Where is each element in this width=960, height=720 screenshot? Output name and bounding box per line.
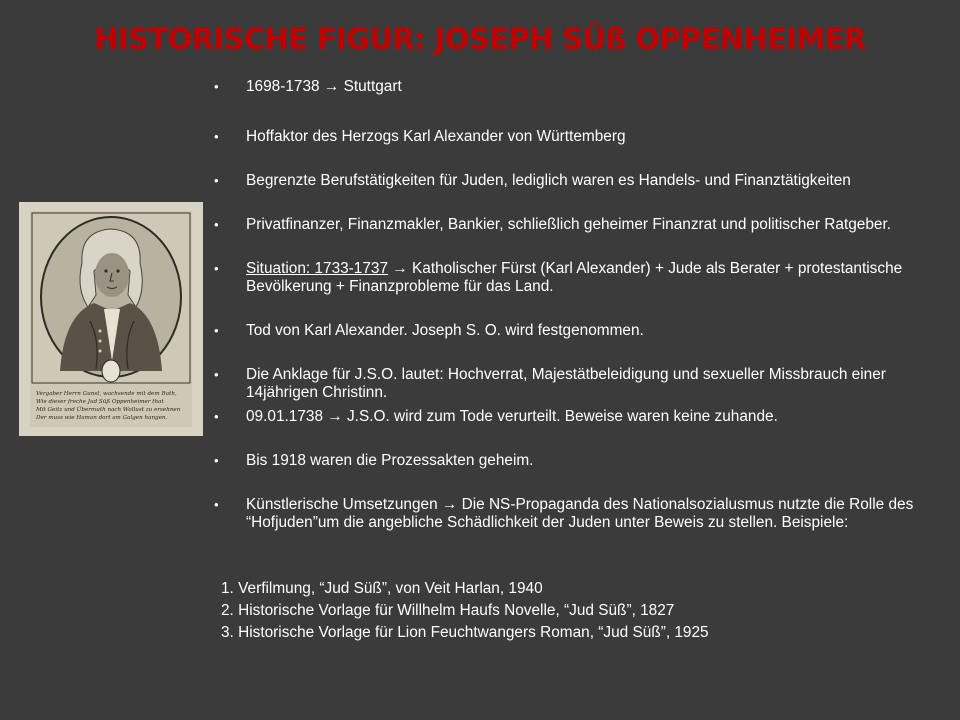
- arrow-icon: →: [392, 260, 408, 277]
- arrow-icon: →: [327, 408, 343, 425]
- caption-line-1: Vergaber Herrn Gunst, wachsende mit dem Rath,: [36, 391, 177, 397]
- bullet-tod: • Tod von Karl Alexander. Joseph S. O. wird festgenommen.: [214, 322, 954, 340]
- portrait-image: [30, 211, 192, 427]
- caption-line-2: Wie dieser freche Jud Süß Oppenheimer that: [36, 399, 164, 405]
- umsetzungen-label: Künstlerische Umsetzungen: [246, 496, 438, 513]
- bullet-urteil: [214, 408, 954, 426]
- example-item: 2. Historische Vorlage für Willhelm Haufs Novelle, “Jud Süß”, 1827: [221, 602, 675, 619]
- bullet-list: [214, 78, 954, 532]
- situation-text: Katholischer Fürst (Karl Alexander) + Jude als Berater + protestantische Bevölkerung + Finanzprobleme für das Land.: [246, 260, 903, 295]
- arrow-icon: →: [323, 78, 340, 95]
- lifespan-place: Stuttgart: [343, 78, 402, 95]
- bullet-finanzer: • Privatfinanzer, Finanzmakler, Bankier, schließlich geheimer Finanzrat und politischer Ratgeber.: [214, 216, 954, 234]
- caption-line-3: Mit Geitz und Übermuth nach Wollust zu ersehnen: [36, 407, 181, 413]
- bullet-situation: [214, 260, 954, 296]
- caption-line-4: Der muss wie Haman dort am Galgen hangen.: [36, 415, 168, 421]
- slide-title: HISTORISCHE FIGUR: JOSEPH SÜß OPPENHEIMER: [94, 22, 866, 56]
- portrait-engraving: [19, 202, 203, 436]
- example-item: 3. Historische Vorlage für Lion Feuchtwangers Roman, “Jud Süß”, 1925: [221, 624, 709, 641]
- urteil-date: 09.01.1738: [246, 408, 324, 425]
- bullet-prozessakten: • Bis 1918 waren die Prozessakten geheim.: [214, 452, 954, 470]
- examples-list: [221, 578, 941, 644]
- umsetzungen-text: Die NS-Propaganda des Nationalsozialusmus nutzte die Rolle des “Hofjuden”um die angebliche Schädlichkeit der Juden unter Beweis zu stellen. Beispiele:: [246, 496, 914, 531]
- bullet-umsetzungen: [214, 496, 954, 532]
- situation-label: Situation: 1733-1737: [246, 260, 389, 277]
- bullet-anklage: • Die Anklage für J.S.O. lautet: Hochverrat, Majestätbeleidigung und sexueller Missbrauch einer 14jährigen Christinn.: [214, 366, 954, 402]
- urteil-text: J.S.O. wird zum Tode verurteilt. Beweise waren keine zuhande.: [346, 408, 778, 425]
- example-item: 1. Verfilmung, “Jud Süß”, von Veit Harlan, 1940: [221, 580, 543, 597]
- bullet-berufe: • Begrenzte Berufstätigkeiten für Juden, lediglich waren es Handels- und Finanztätigkeiten: [214, 172, 954, 190]
- arrow-icon: →: [441, 496, 458, 513]
- lifespan-years: 1698-1738: [246, 78, 320, 95]
- bullet-lifespan: [214, 78, 954, 96]
- bullet-hoffaktor: • Hoffaktor des Herzogs Karl Alexander von Württemberg: [214, 128, 954, 146]
